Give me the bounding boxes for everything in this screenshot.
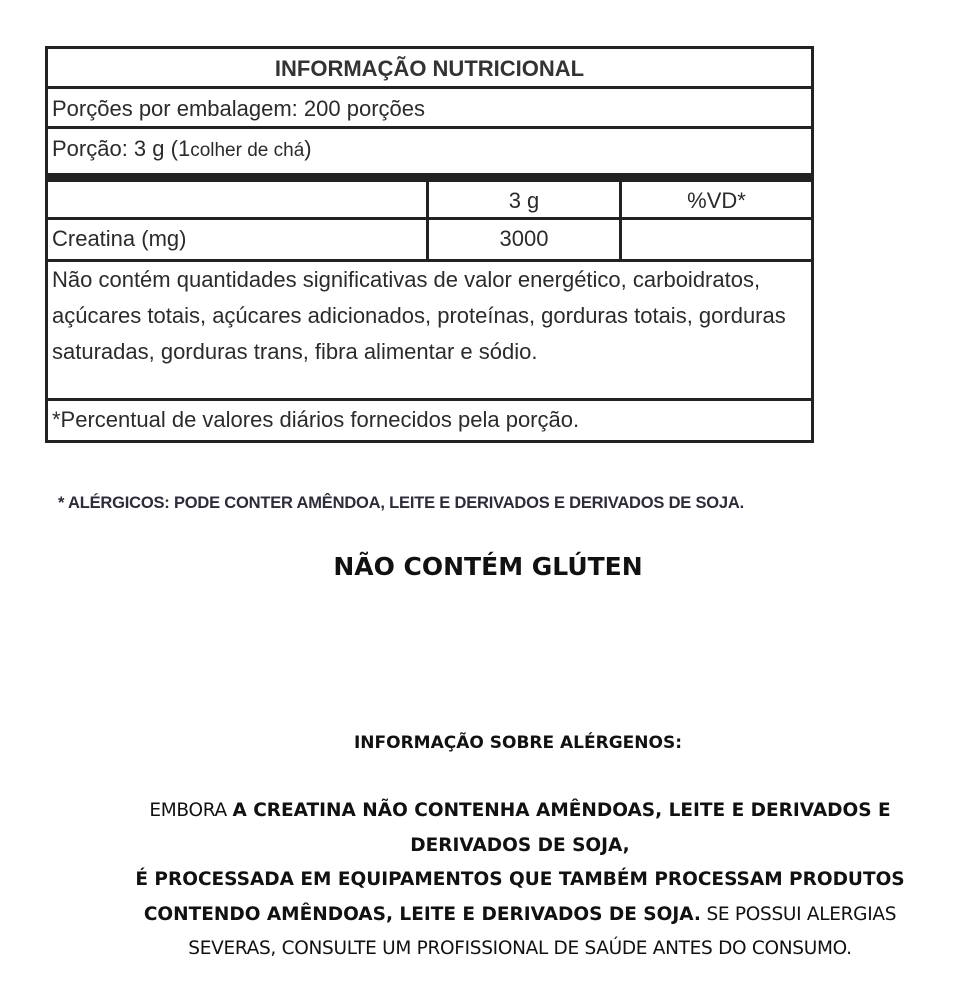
serving-size-measure: colher de chá bbox=[190, 140, 305, 161]
serving-size-prefix: Porção: 3 g (1 bbox=[52, 136, 191, 161]
nutrition-facts-table bbox=[45, 46, 814, 443]
servings-per-package: Porções por embalagem: 200 porções bbox=[48, 89, 811, 129]
nutrient-name: Creatina (mg) bbox=[48, 220, 429, 259]
serving-size bbox=[48, 129, 811, 173]
table-header-row bbox=[48, 182, 811, 220]
allergen-text-not-contain: A CREATINA NÃO CONTENHA AMÊNDOAS, LEITE E DERIVADOS E DERIVADOS DE SOJA, bbox=[232, 800, 891, 856]
not-significant-note: Não contém quantidades significativas de valor energético, carboidratos, açúcares totais, açúcares adicionados, proteínas, gorduras totais, gorduras saturadas, gorduras trans, fibra alimentar e sódio. bbox=[48, 262, 811, 401]
allergen-text-embora: EMBORA bbox=[149, 800, 233, 821]
allergic-warning: * ALÉRGICOS: PODE CONTER AMÊNDOA, LEITE E DERIVADOS E DERIVADOS DE SOJA. bbox=[58, 494, 745, 512]
header-cell-vd: %VD* bbox=[687, 188, 746, 213]
allergen-text-consult: SE POSSUI ALERGIAS SEVERAS, CONSULTE UM PROFISSIONAL DE SAÚDE ANTES DO CONSUMO. bbox=[188, 903, 897, 959]
nutrient-amount: 3000 bbox=[429, 220, 622, 259]
allergen-info-title: INFORMAÇÃO SOBRE ALÉRGENOS: bbox=[353, 733, 683, 753]
table-title: INFORMAÇÃO NUTRICIONAL bbox=[48, 49, 811, 89]
header-cell-nutrient bbox=[48, 182, 429, 217]
nutrient-vd bbox=[622, 220, 811, 259]
header-cell-amount: 3 g bbox=[429, 182, 622, 217]
vd-footnote: *Percentual de valores diários fornecidos pela porção. bbox=[52, 407, 580, 432]
allergen-info-body bbox=[100, 794, 940, 967]
thick-divider bbox=[48, 173, 811, 182]
serving-size-suffix: ) bbox=[304, 136, 312, 161]
table-row bbox=[48, 220, 811, 262]
allergen-text-processed: É PROCESSADA EM EQUIPAMENTOS QUE TAMBÉM PROCESSAM PRODUTOS CONTENDO AMÊNDOAS, LEITE E DERIVADOS DE SOJA. bbox=[135, 869, 905, 925]
gluten-statement: NÃO CONTÉM GLÚTEN bbox=[333, 552, 643, 581]
